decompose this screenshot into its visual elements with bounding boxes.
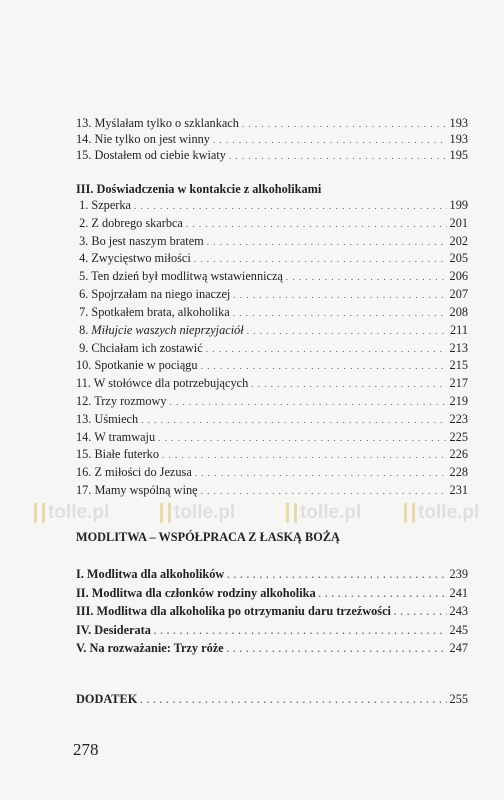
leader-dots: [154, 623, 447, 639]
toc-entry-title: Miłujcie waszych nieprzyjaciół: [91, 323, 244, 337]
lighthouse-icon: [34, 503, 45, 523]
lighthouse-icon: [404, 503, 415, 523]
toc-entry-title: 3. Bo jest naszym bratem: [76, 234, 204, 248]
toc-entry-title: V. Na rozważanie: Trzy róże: [76, 641, 224, 655]
toc-entry-page: 217: [449, 376, 468, 390]
toc-entry-page: 195: [449, 148, 468, 162]
leader-dots: [201, 358, 447, 374]
toc-entry-page: 239: [449, 567, 468, 581]
toc-entry[interactable]: [76, 131, 468, 147]
toc-entry[interactable]: [76, 585, 468, 601]
toc-entry-title: DODATEK: [76, 692, 138, 706]
toc-entry-page: 193: [449, 132, 468, 146]
toc-entry[interactable]: [76, 446, 468, 462]
leader-dots: [213, 132, 447, 148]
leader-dots: [140, 692, 446, 708]
toc-entry[interactable]: [76, 322, 468, 338]
watermark: tolle.pl: [34, 502, 109, 524]
toc-entry-page: 247: [449, 641, 468, 655]
toc-entry-page: 255: [449, 692, 468, 706]
leader-dots: [141, 412, 446, 428]
toc-entry-page: 223: [449, 412, 468, 426]
leader-dots: [158, 430, 446, 446]
leader-dots: [195, 465, 447, 481]
toc-entry-title: 14. Nie tylko on jest winny: [76, 132, 210, 146]
toc-entry-page: 226: [449, 447, 468, 461]
toc-entry-page: 231: [449, 483, 468, 497]
toc-entry[interactable]: [76, 691, 468, 707]
toc-entry[interactable]: [76, 357, 468, 373]
toc-entry[interactable]: [76, 147, 468, 163]
lighthouse-icon: [160, 503, 171, 523]
leader-dots: [286, 269, 447, 285]
toc-entry-title: 6. Spojrzałam na niego inaczej: [76, 287, 231, 301]
leader-dots: [233, 287, 446, 303]
leader-dots: [247, 323, 447, 339]
toc-entry-title: 5. Ten dzień był modlitwą wstawienniczą: [76, 269, 283, 283]
toc-entry-title: II. Modlitwa dla członków rodziny alkoholika: [76, 586, 316, 600]
part-heading: MODLITWA – WSPÓŁPRACA Z ŁASKĄ BOŻĄ: [76, 530, 340, 544]
leader-dots: [319, 586, 447, 602]
leader-dots: [170, 394, 447, 410]
leader-dots: [251, 376, 446, 392]
toc-entry[interactable]: [76, 340, 468, 356]
toc-entry-page: 213: [449, 341, 468, 355]
toc-entry-page: 206: [449, 269, 468, 283]
leader-dots: [201, 483, 447, 499]
toc-entry-title: 7. Spotkałem brata, alkoholika: [76, 305, 230, 319]
toc-entry-page: 215: [449, 358, 468, 372]
leader-dots: [233, 305, 447, 321]
toc-entry[interactable]: [76, 464, 468, 480]
lighthouse-icon: [286, 503, 297, 523]
toc-entry-title: 13. Myślałam tylko o szklankach: [76, 116, 239, 130]
toc-entry-title: 15. Białe futerko: [76, 447, 159, 461]
section-heading: III. Doświadczenia w kontakcie z alkoholikami: [76, 182, 322, 196]
watermark: tolle.pl: [286, 502, 361, 524]
toc-entry[interactable]: [76, 603, 468, 619]
toc-entry-title: 2. Z dobrego skarbca: [76, 216, 183, 230]
toc-entry[interactable]: [76, 250, 468, 266]
toc-entry-page: 193: [449, 116, 468, 130]
toc-entry[interactable]: [76, 268, 468, 284]
toc-entry-page: 205: [449, 251, 468, 265]
toc-entry-page: 199: [449, 198, 468, 212]
toc-entry[interactable]: [76, 393, 468, 409]
toc-entry[interactable]: [76, 429, 468, 445]
toc-entry[interactable]: [76, 375, 468, 391]
toc-entry-title: IV. Desiderata: [76, 623, 151, 637]
toc-entry-title: III. Modlitwa dla alkoholika po otrzymaniu daru trzeźwości: [76, 604, 391, 618]
toc-entry-page: 228: [449, 465, 468, 479]
leader-dots: [227, 641, 447, 657]
toc-entry[interactable]: [76, 411, 468, 427]
toc-entry-page: 211: [450, 323, 468, 337]
toc-entry-title: 10. Spotkanie w pociągu: [76, 358, 198, 372]
toc-entry[interactable]: [76, 482, 468, 498]
toc-entry-title: 4. Zwycięstwo miłości: [76, 251, 191, 265]
leader-dots: [227, 567, 446, 583]
leader-dots: [207, 234, 447, 250]
toc-entry-page: 202: [449, 234, 468, 248]
toc-entry-page: 201: [449, 216, 468, 230]
leader-dots: [186, 216, 447, 232]
toc-entry[interactable]: [76, 622, 468, 638]
toc-entry-page: 219: [449, 394, 468, 408]
toc-entry[interactable]: [76, 197, 468, 213]
toc-entry-title: 15. Dostałem od ciebie kwiaty: [76, 148, 226, 162]
leader-dots: [242, 116, 447, 132]
toc-entry[interactable]: [76, 115, 468, 131]
toc-entry-title: 17. Mamy wspólną winę: [76, 483, 198, 497]
toc-entry[interactable]: [76, 286, 468, 302]
toc-entry-title: 16. Z miłości do Jezusa: [76, 465, 192, 479]
toc-entry-title: 12. Trzy rozmowy: [76, 394, 167, 408]
toc-entry-page: 243: [449, 604, 468, 618]
toc-entry-page: 207: [449, 287, 468, 301]
leader-dots: [206, 341, 447, 357]
leader-dots: [394, 604, 447, 620]
toc-entry[interactable]: [76, 233, 468, 249]
toc-entry-title: 9. Chciałam ich zostawić: [76, 341, 203, 355]
leader-dots: [162, 447, 447, 463]
toc-entry-page: 241: [449, 586, 468, 600]
toc-entry-title-prefix: 8.: [76, 323, 92, 337]
toc-entry-page: 208: [449, 305, 468, 319]
toc-entry-page: 225: [449, 430, 468, 444]
leader-dots: [194, 251, 447, 267]
watermark: tolle.pl: [404, 502, 479, 524]
toc-entry[interactable]: [76, 566, 468, 582]
page-number: 278: [73, 740, 99, 759]
toc-entry-title: I. Modlitwa dla alkoholików: [76, 567, 225, 581]
leader-dots: [229, 148, 447, 164]
toc-entry[interactable]: [76, 215, 468, 231]
toc-entry[interactable]: [76, 304, 468, 320]
toc-entry[interactable]: [76, 640, 468, 656]
leader-dots: [134, 198, 447, 214]
toc-entry-title: 1. Szperka: [76, 198, 131, 212]
toc-entry-page: 245: [449, 623, 468, 637]
toc-entry-title: 11. W stołówce dla potrzebujących: [76, 376, 249, 390]
toc-entry-title: 14. W tramwaju: [76, 430, 156, 444]
watermark: tolle.pl: [160, 502, 235, 524]
toc-entry-title: 13. Uśmiech: [76, 412, 139, 426]
